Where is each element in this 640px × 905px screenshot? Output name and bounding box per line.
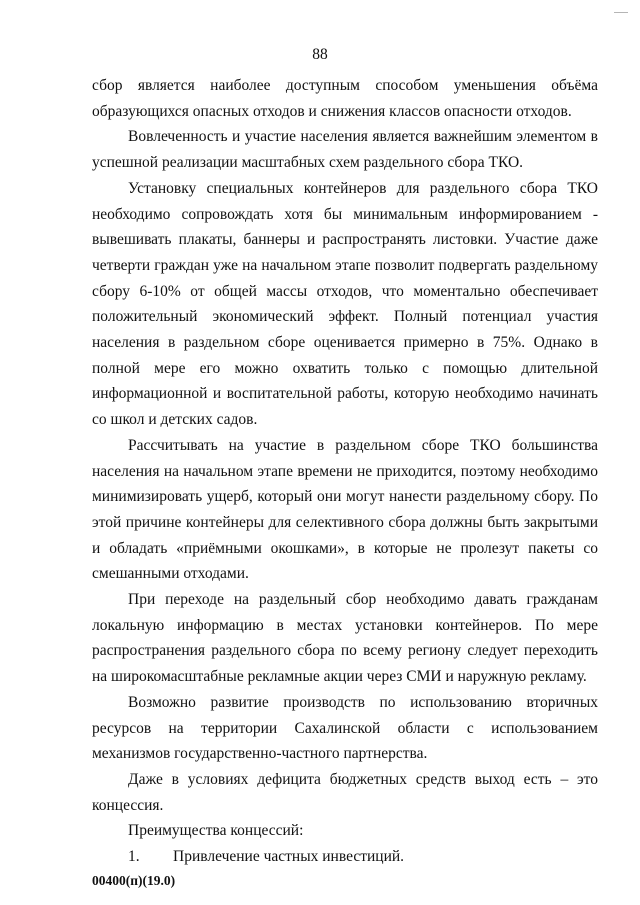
list-heading: Преимущества концессий:: [128, 822, 304, 840]
list-item-text: Привлечение частных инвестиций.: [173, 848, 405, 866]
list-item: [92, 844, 598, 870]
list-item-number: 1.: [128, 848, 140, 866]
page-number: 88: [312, 46, 328, 63]
paragraph: При переходе на раздельный сбор необходимо давать гражданам локальную информацию в местах установки контейнеров. По мере распространения раздельного сбора по всему региону следует переходить на широкомасштабные рекламные акции через СМИ и наружную рекламу.: [92, 591, 598, 686]
paragraph: Возможно развитие производств по использованию вторичных ресурсов на территории Сахалинской области с использованием механизмов государственно-частного партнерства.: [92, 693, 598, 763]
paragraph: Установку специальных контейнеров для раздельного сбора ТКО необходимо сопровождать хотя бы минимальным информированием - вывешивать плакаты, баннеры и распространять листовки. Участие даже четверти граждан уже на начальном этапе позволит подвергать раздельному сбору 6-10% от общей массы отходов, что моментально обеспечивает положительный экономический эффект. Полный потенциал участия населения в раздельном сборе оценивается примерно в 75%. Однако в полной мере его можно охватить только с помощью длительной информационной и воспитательной работы, которую необходимо начинать со школ и детских садов.: [92, 179, 598, 429]
paragraph: сбор является наиболее доступным способом уменьшения объёма образующихся опасных отходов и снижения классов опасности отходов.: [92, 77, 598, 120]
document-code: 00400(п)(19.0): [92, 873, 176, 888]
paragraph: Даже в условиях дефицита бюджетных средств выход есть – это концессия.: [92, 770, 598, 814]
document-body: [92, 73, 598, 870]
paragraph: Вовлеченность и участие населения является важнейшим элементом в успешной реализации масштабных схем раздельного сбора ТКО.: [92, 128, 598, 172]
paragraph: Рассчитывать на участие в раздельном сборе ТКО большинства населения на начальном этапе времени не приходится, поэтому необходимо минимизировать ущерб, который они могут нанести раздельному сбору. По этой причине контейнеры для селективного сбора должны быть закрытыми и обладать «приёмными окошками», в которые не пролезут пакеты со смешанными отходами.: [92, 436, 598, 583]
scan-mark: [614, 12, 628, 13]
